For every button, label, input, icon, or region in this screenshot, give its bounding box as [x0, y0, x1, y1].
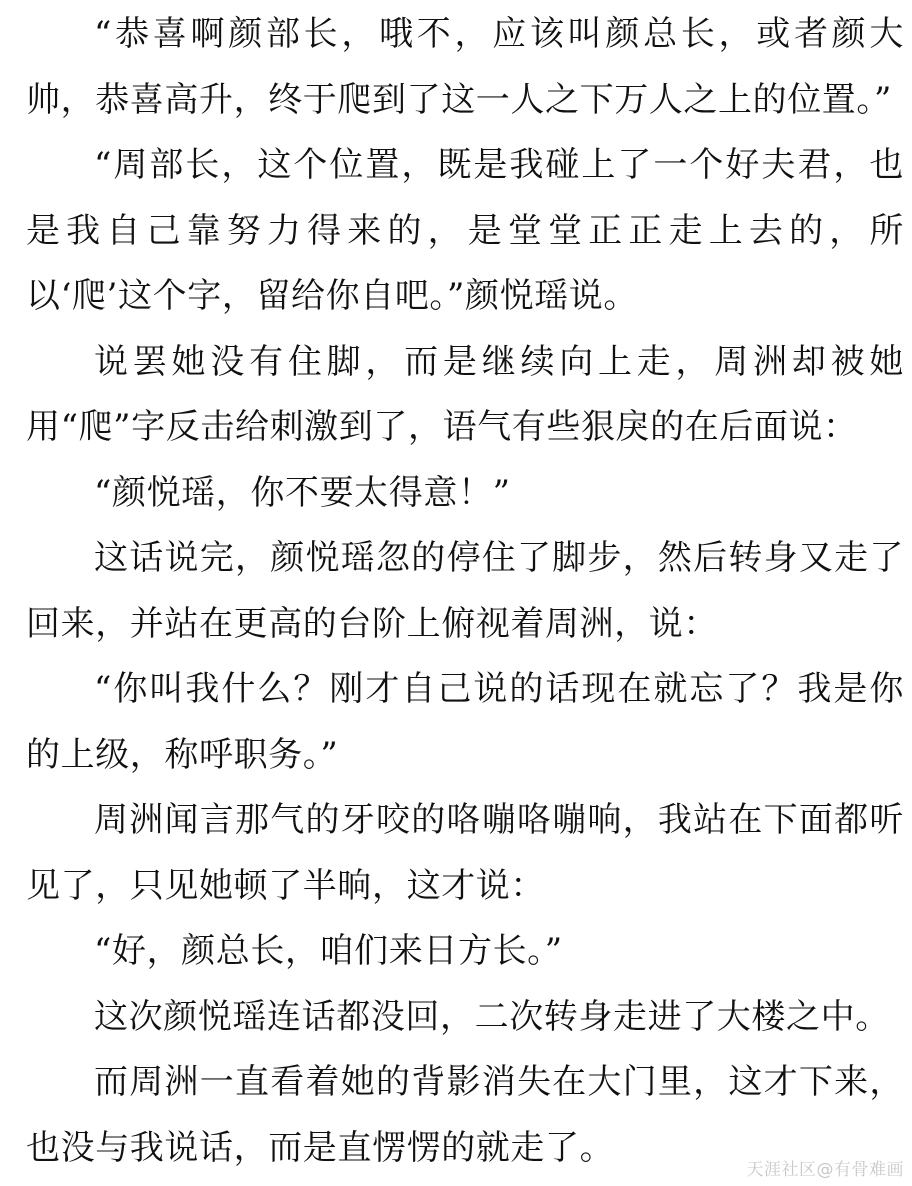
paragraph-4: “颜悦瑶，你不要太得意！” — [94, 472, 511, 513]
paragraph-9: 这次颜悦瑶连话都没回，二次转身走进了大楼之中。 — [94, 996, 890, 1037]
paragraph-1: “恭喜啊颜部长，哦不，应该叫颜总长，或者颜大帅，恭喜高升，终于爬到了这一人之下万人之上的位置。” — [26, 14, 904, 120]
paragraph-2: “周部长，这个位置，既是我碰上了一个好夫君，也是我自己靠努力得来的，是堂堂正正走上去的，所以‘爬’这个字，留给你自吧。”颜悦瑶说。 — [26, 145, 904, 316]
paragraph-6: “你叫我什么？刚才自己说的话现在就忘了？我是你的上级，称呼职务。” — [26, 669, 904, 775]
paragraph-10: 而周洲一直看着她的背影消失在大门里，这才下来，也没与我说话，而是直愣愣的就走了。 — [26, 1062, 904, 1168]
paragraph-7: 周洲闻言那气的牙咬的咯嘣咯嘣响，我站在下面都听见了，只见她顿了半晌，这才说： — [26, 800, 904, 906]
paragraph-5: 这话说完，颜悦瑶忽的停住了脚步，然后转身又走了回来，并站在更高的台阶上俯视着周洲，说： — [26, 538, 904, 644]
article-body — [26, 2, 904, 1181]
watermark: 天涯社区@有骨难画 — [746, 1160, 904, 1180]
paragraph-8: “好，颜总长，咱们来日方长。” — [94, 931, 563, 971]
paragraph-3: 说罢她没有住脚，而是继续向上走，周洲却被她用“爬”字反击给刺激到了，语气有些狠戾的在后面说： — [26, 341, 904, 447]
